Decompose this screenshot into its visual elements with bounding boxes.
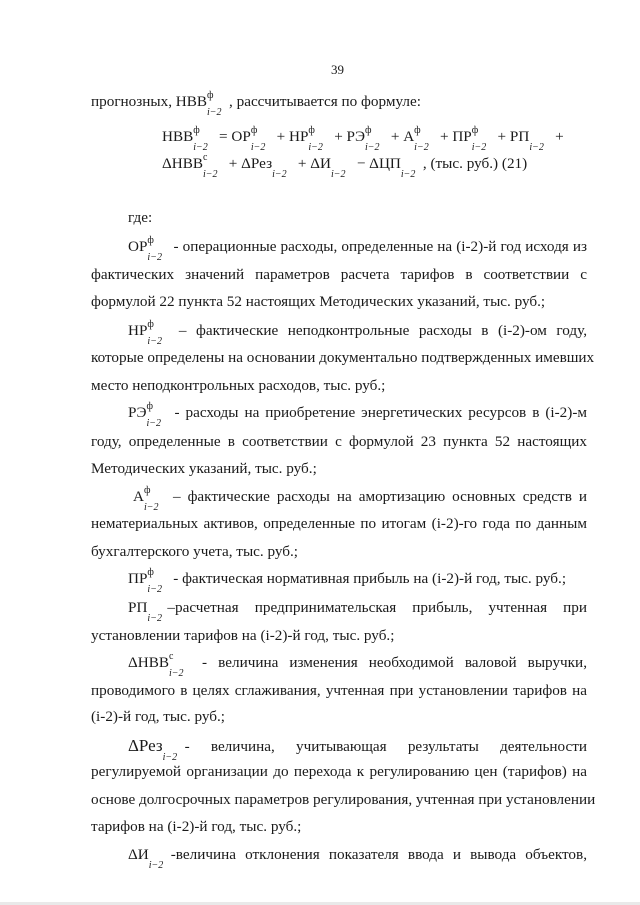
def-nr-line-3: место неподконтрольных расходов, тыс. руб.; — [91, 377, 386, 394]
def-re-line-1: РЭ ф i−2 - расходы на приобретение энергетических ресурсов в (i-2)-м — [128, 401, 587, 429]
def-a-line-1: А ф i−2 – фактические расходы на амортизацию основных средств и — [133, 485, 587, 513]
def-rp-line-1: РП i−2 –расчетная предпринимательская прибыль, учтенная при — [128, 599, 587, 624]
def-drez-line-2: регулируемой организации до перехода к регулированию цен (тарифов) на — [91, 763, 587, 780]
def-dnvv-line-3: (i-2)-й год, тыс. руб.; — [91, 708, 226, 725]
def-a-line-3: бухгалтерского учета, тыс. руб.; — [91, 543, 299, 560]
def-or-line-2: фактических значений параметров расчета тарифов в соответствии с — [91, 266, 587, 283]
where-label: где: — [128, 209, 153, 226]
def-di-line-1: ΔИ i−2 -величина отклонения показателя ввода и вывода объектов, — [128, 846, 587, 871]
intro-line: прогнозных, НВВ ф i−2 , рассчитывается по формуле: — [91, 90, 421, 118]
def-drez-line-3: основе долгосрочных параметров регулирования, учтенная при установлении — [91, 791, 596, 808]
def-drez-line-4: тарифов на (i-2)-й год, тыс. руб.; — [91, 818, 302, 835]
def-re-line-3: Методических указаний, тыс. руб.; — [91, 460, 317, 477]
def-dnvv-line-1: ΔНВВ с i−2 - величина изменения необходимой валовой выручки, — [128, 651, 587, 679]
def-nr-line-1: НР ф i−2 – фактические неподконтрольные расходы в (i-2)-ом году, — [128, 319, 587, 347]
def-or-line-1: ОР ф i−2 - операционные расходы, определенные на (i-2)-й год исходя из — [128, 235, 587, 263]
formula-line-1: НВВ ф i−2 = ОР ф i−2 + НР ф i−2 + РЭ ф i−2 + А ф i−2 + ПР ф i−2 + РП i−2 + — [162, 125, 564, 153]
def-dnvv-line-2: проводимого в целях сглаживания, учтенная при установлении тарифов на — [91, 682, 587, 699]
def-nr-line-2: которые определены на основании документально подтвержденных имевших — [91, 349, 595, 366]
page-number: 39 — [331, 62, 344, 77]
def-a-line-2: нематериальных активов, определенные по итогам (i-2)-го года по данным — [91, 515, 587, 532]
def-pr-line-1: ПР ф i−2 - фактическая нормативная прибыль на (i-2)-й год, тыс. руб.; — [128, 567, 567, 595]
def-or-line-3: формулой 22 пункта 52 настоящих Методических указаний, тыс. руб.; — [91, 293, 546, 310]
def-drez-line-1: ΔРез i−2 - величина, учитывающая результаты деятельности — [128, 736, 587, 763]
def-rp-line-2: установлении тарифов на (i-2)-й год, тыс. руб.; — [91, 627, 395, 644]
formula-line-2: ΔНВВ с i−2 + ΔРез i−2 + ΔИ i−2 − ΔЦП i−2 , (тыс. руб.) (21) — [162, 152, 528, 180]
def-re-line-2: году, определенные в соответствии с формулой 23 пункта 52 настоящих — [91, 433, 587, 450]
